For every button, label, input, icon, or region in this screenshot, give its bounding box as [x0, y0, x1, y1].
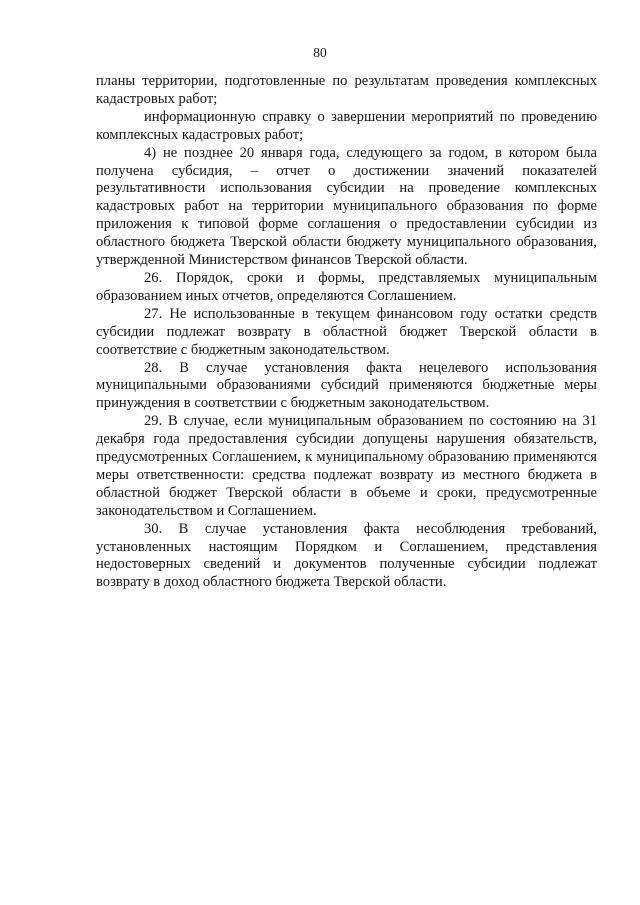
paragraph-item-28: 28. В случае установления факта нецелевого использования муниципальными образованиями субсидий применяются бюджетные меры принуждения в соответствии с бюджетным законодательством. [96, 359, 597, 412]
paragraph-item-29: 29. В случае, если муниципальным образованием по состоянию на 31 декабря года предоставления субсидии допущены нарушения обязательств, предусмотренных Соглашением, к муниципальному образованию применяются меры ответственности: средства подлежат возврату из местного бюджета в областной бюджет Тверской области в объеме и сроки, предусмотренные законодательством и Соглашением. [96, 413, 597, 519]
paragraph-info-reference: информационную справку о завершении мероприятий по проведению комплексных кадастровых работ; [96, 108, 597, 143]
paragraph-item-30: 30. В случае установления факта несоблюдения требований, установленных настоящим Порядком и Соглашением, представления недостоверных сведений и документов полученные субсидии подлежат возврату в доход областного бюджета Тверской области. [96, 520, 597, 591]
paragraph-item-26: 26. Порядок, сроки и формы, представляемых муниципальным образованием иных отчетов, определяются Соглашением. [96, 269, 597, 304]
document-body [96, 73, 597, 592]
paragraph-territory-plans: планы территории, подготовленные по результатам проведения комплексных кадастровых работ; [96, 73, 597, 107]
page-number: 80 [313, 45, 327, 60]
paragraph-item-27: 27. Не использованные в текущем финансовом году остатки средств субсидии подлежат возврату в областной бюджет Тверской области в соответствие с бюджетным законодательством. [96, 305, 597, 358]
paragraph-item-4-report: 4) не позднее 20 января года, следующего за годом, в котором была получена субсидия, – отчет о достижении значений показателей результативности использования субсидии на проведение комплексных кадастровых работ на территории муниципального образования по форме приложения к типовой форме соглашения о предоставлении субсидии из областного бюджета Тверской области бюджету муниципального образования, утвержденной Министерством финансов Тверской области. [96, 144, 597, 269]
